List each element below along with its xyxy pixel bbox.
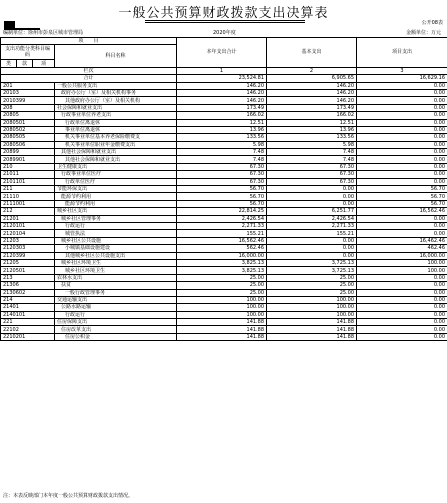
row-name: 行政运行 bbox=[55, 222, 177, 229]
row-basic: 173.49 bbox=[267, 104, 357, 111]
row-total: 67.30 bbox=[177, 178, 267, 185]
table-row bbox=[1, 304, 447, 311]
row-basic: 67.30 bbox=[267, 163, 357, 170]
row-project: 0.00 bbox=[357, 134, 447, 141]
row-name: 住房改革支出 bbox=[55, 326, 177, 333]
fiscal-year: 2020年度 bbox=[213, 30, 236, 36]
row-total: 67.30 bbox=[177, 171, 267, 178]
row-basic: 0.00 bbox=[267, 252, 357, 259]
table-row bbox=[1, 89, 447, 96]
row-code: 214 bbox=[1, 296, 55, 303]
row-name: 其他政府办公厅（室）及相关机构 bbox=[55, 97, 177, 104]
row-basic: 2,426.54 bbox=[267, 215, 357, 222]
row-total: 141.88 bbox=[177, 326, 267, 333]
row-project: 0.00 bbox=[357, 311, 447, 318]
row-total: 146.20 bbox=[177, 89, 267, 96]
title-underline-double bbox=[145, 22, 305, 23]
row-basic: 25.00 bbox=[267, 282, 357, 289]
row-total: 56.70 bbox=[177, 186, 267, 193]
table-row bbox=[1, 267, 447, 274]
row-project: 0.00 bbox=[357, 289, 447, 296]
row-project: 0.00 bbox=[357, 326, 447, 333]
row-basic: 141.88 bbox=[267, 319, 357, 326]
row-basic: 0.00 bbox=[267, 245, 357, 252]
row-project: 0.00 bbox=[357, 333, 447, 340]
row-basic: 141.88 bbox=[267, 326, 357, 333]
row-project: 0.00 bbox=[357, 171, 447, 178]
row-name: 事业单位离退休 bbox=[55, 126, 177, 133]
row-basic: 2,271.33 bbox=[267, 222, 357, 229]
table-row bbox=[1, 289, 447, 296]
table-row bbox=[1, 171, 447, 178]
row-code: 2080506 bbox=[1, 141, 55, 148]
row-name: 行政单位离退休 bbox=[55, 119, 177, 126]
black-marker-icon bbox=[4, 21, 15, 28]
header-subject-name: 科目名称 bbox=[55, 45, 177, 67]
row-total: 133.56 bbox=[177, 134, 267, 141]
total-label: 合计 bbox=[1, 75, 177, 82]
row-total: 13.96 bbox=[177, 126, 267, 133]
row-basic: 67.30 bbox=[267, 178, 357, 185]
row-code: 208 bbox=[1, 104, 55, 111]
row-project: 56.70 bbox=[357, 186, 447, 193]
row-project: 16,000.00 bbox=[357, 252, 447, 259]
row-code: 2120104 bbox=[1, 230, 55, 237]
header-func-code: 支出功能分类科目编码 bbox=[1, 45, 55, 60]
row-code: 2010399 bbox=[1, 97, 55, 104]
row-project: 0.00 bbox=[357, 82, 447, 89]
row-project: 0.00 bbox=[357, 274, 447, 281]
row-project: 462.46 bbox=[357, 245, 447, 252]
row-project: 0.00 bbox=[357, 163, 447, 170]
row-basic: 166.02 bbox=[267, 112, 357, 119]
table-row bbox=[1, 112, 447, 119]
row-code: 2210201 bbox=[1, 333, 55, 340]
row-name: 机关事业单位职业年金缴费支出 bbox=[55, 141, 177, 148]
row-basic: 25.00 bbox=[267, 274, 357, 281]
row-code: 21306 bbox=[1, 282, 55, 289]
header-col2: 2 bbox=[267, 67, 357, 74]
header-xiang: 项 bbox=[33, 60, 55, 67]
row-basic: 0.00 bbox=[267, 200, 357, 207]
table-row bbox=[1, 134, 447, 141]
row-name: 行政事业单位医疗 bbox=[55, 171, 177, 178]
row-name: 其他城乡社区公共设施支出 bbox=[55, 252, 177, 259]
row-code: 2120501 bbox=[1, 267, 55, 274]
expenditure-table bbox=[0, 37, 447, 341]
table-row bbox=[1, 141, 447, 148]
table-row bbox=[1, 296, 447, 303]
row-basic: 146.20 bbox=[267, 97, 357, 104]
row-total: 7.48 bbox=[177, 156, 267, 163]
row-code: 21401 bbox=[1, 304, 55, 311]
row-total: 25.00 bbox=[177, 282, 267, 289]
table-row bbox=[1, 82, 447, 89]
row-basic: 3,725.13 bbox=[267, 267, 357, 274]
header-col1: 1 bbox=[177, 67, 267, 74]
row-total: 22,814.25 bbox=[177, 208, 267, 215]
meta-row bbox=[0, 29, 447, 37]
table-row bbox=[1, 245, 447, 252]
row-total: 16,562.46 bbox=[177, 237, 267, 244]
row-name: 城管执法 bbox=[55, 230, 177, 237]
row-code: 2120303 bbox=[1, 245, 55, 252]
table-row bbox=[1, 97, 447, 104]
table-row bbox=[1, 274, 447, 281]
row-total: 2,271.33 bbox=[177, 222, 267, 229]
header-lei: 类 bbox=[1, 60, 17, 67]
table-row bbox=[1, 319, 447, 326]
row-basic: 100.00 bbox=[267, 296, 357, 303]
row-code: 211 bbox=[1, 186, 55, 193]
row-code: 20103 bbox=[1, 89, 55, 96]
row-code: 221 bbox=[1, 319, 55, 326]
table-row bbox=[1, 282, 447, 289]
row-basic: 141.88 bbox=[267, 333, 357, 340]
table-row bbox=[1, 326, 447, 333]
row-project: 0.00 bbox=[357, 178, 447, 185]
title-underline bbox=[145, 20, 305, 21]
row-project: 0.00 bbox=[357, 215, 447, 222]
row-code: 213 bbox=[1, 274, 55, 281]
row-project: 0.00 bbox=[357, 319, 447, 326]
row-name: 一般行政管理事务 bbox=[55, 289, 177, 296]
row-total: 100.00 bbox=[177, 304, 267, 311]
total-basic: 6,905.65 bbox=[267, 75, 357, 82]
row-total: 56.70 bbox=[177, 200, 267, 207]
row-code: 210 bbox=[1, 163, 55, 170]
row-code: 2120399 bbox=[1, 252, 55, 259]
row-code: 2080501 bbox=[1, 119, 55, 126]
row-basic: 67.30 bbox=[267, 171, 357, 178]
table-row bbox=[1, 163, 447, 170]
row-total: 67.30 bbox=[177, 163, 267, 170]
form-number: 公开08表 bbox=[421, 20, 443, 26]
row-basic: 133.56 bbox=[267, 134, 357, 141]
row-total: 166.02 bbox=[177, 112, 267, 119]
row-total: 3,825.13 bbox=[177, 259, 267, 266]
unit-info bbox=[3, 29, 83, 36]
row-name: 节能环保支出 bbox=[55, 186, 177, 193]
row-name: 城乡社区支出 bbox=[55, 208, 177, 215]
row-project: 0.00 bbox=[357, 89, 447, 96]
row-code: 21201 bbox=[1, 215, 55, 222]
header-item: 项 目 bbox=[1, 38, 177, 45]
row-code: 2080502 bbox=[1, 126, 55, 133]
row-basic: 100.00 bbox=[267, 304, 357, 311]
row-name: 政府办公厅（室）及相关机构事务 bbox=[55, 89, 177, 96]
header-lanci: 栏次 bbox=[1, 67, 177, 74]
unit-label: 编制单位： bbox=[3, 30, 29, 36]
row-project: 16,562.46 bbox=[357, 208, 447, 215]
row-code: 20899 bbox=[1, 149, 55, 156]
row-basic: 0.00 bbox=[267, 193, 357, 200]
row-project: 100.00 bbox=[357, 267, 447, 274]
row-basic: 3,725.13 bbox=[267, 259, 357, 266]
row-name: 公路水路运输 bbox=[55, 304, 177, 311]
row-name: 能源节约利用 bbox=[55, 200, 177, 207]
row-code: 201 bbox=[1, 82, 55, 89]
row-name: 一般公共服务支出 bbox=[55, 82, 177, 89]
row-project: 0.00 bbox=[357, 149, 447, 156]
row-name: 交通运输支出 bbox=[55, 296, 177, 303]
row-project: 0.00 bbox=[357, 156, 447, 163]
row-name: 行政事业单位养老支出 bbox=[55, 112, 177, 119]
table-row bbox=[1, 333, 447, 340]
row-project: 0.00 bbox=[357, 97, 447, 104]
row-code: 2120101 bbox=[1, 222, 55, 229]
row-basic: 25.00 bbox=[267, 289, 357, 296]
table-row bbox=[1, 149, 447, 156]
row-total: 155.21 bbox=[177, 230, 267, 237]
row-code: 20805 bbox=[1, 112, 55, 119]
row-code: 2089901 bbox=[1, 156, 55, 163]
row-name: 机关事业单位基本养老保险缴费支 bbox=[55, 134, 177, 141]
header-col3: 3 bbox=[357, 67, 447, 74]
table-row bbox=[1, 252, 447, 259]
row-project: 0.00 bbox=[357, 112, 447, 119]
table-row bbox=[1, 259, 447, 266]
row-total: 2,426.54 bbox=[177, 215, 267, 222]
table-row bbox=[1, 230, 447, 237]
table-row bbox=[1, 193, 447, 200]
row-basic: 13.96 bbox=[267, 126, 357, 133]
row-project: 0.00 bbox=[357, 230, 447, 237]
table-row bbox=[1, 237, 447, 244]
row-name: 社会保障和就业支出 bbox=[55, 104, 177, 111]
row-total: 7.48 bbox=[177, 149, 267, 156]
row-name: 卫生健康支出 bbox=[55, 163, 177, 170]
row-name: 农林水支出 bbox=[55, 274, 177, 281]
row-code: 2130602 bbox=[1, 289, 55, 296]
row-total: 100.00 bbox=[177, 311, 267, 318]
row-total: 146.20 bbox=[177, 82, 267, 89]
row-total: 173.49 bbox=[177, 104, 267, 111]
row-project: 0.00 bbox=[357, 141, 447, 148]
table-row bbox=[1, 156, 447, 163]
row-code: 2140101 bbox=[1, 311, 55, 318]
row-name: 城乡社区环境卫生 bbox=[55, 259, 177, 266]
row-total: 12.51 bbox=[177, 119, 267, 126]
row-basic: 7.48 bbox=[267, 156, 357, 163]
header-kuan: 款 bbox=[17, 60, 33, 67]
table-row bbox=[1, 208, 447, 215]
row-total: 56.70 bbox=[177, 193, 267, 200]
row-total: 25.00 bbox=[177, 274, 267, 281]
row-project: 0.00 bbox=[357, 222, 447, 229]
row-name: 其他社会保障和就业支出 bbox=[55, 149, 177, 156]
header-basic: 基本支出 bbox=[267, 38, 357, 68]
row-project: 56.70 bbox=[357, 193, 447, 200]
table-row bbox=[1, 200, 447, 207]
currency-unit: 金额单位：万元 bbox=[405, 30, 441, 36]
row-total: 562.46 bbox=[177, 245, 267, 252]
row-basic: 146.20 bbox=[267, 89, 357, 96]
header-project: 项目支出 bbox=[357, 38, 447, 68]
row-project: 0.00 bbox=[357, 126, 447, 133]
row-name: 小城镇基础设施建设 bbox=[55, 245, 177, 252]
row-project: 0.00 bbox=[357, 296, 447, 303]
row-total: 141.88 bbox=[177, 333, 267, 340]
row-project: 0.00 bbox=[357, 304, 447, 311]
table-row bbox=[1, 104, 447, 111]
row-basic: 0.00 bbox=[267, 237, 357, 244]
row-name: 住房公积金 bbox=[55, 333, 177, 340]
table-row bbox=[1, 215, 447, 222]
row-project: 100.00 bbox=[357, 259, 447, 266]
header-total: 本年支出合计 bbox=[177, 38, 267, 68]
table-row bbox=[1, 126, 447, 133]
row-project: 16,462.46 bbox=[357, 237, 447, 244]
row-total: 16,000.00 bbox=[177, 252, 267, 259]
row-total: 5.98 bbox=[177, 141, 267, 148]
row-name: 其他社会保障和就业支出 bbox=[55, 156, 177, 163]
row-code: 2080505 bbox=[1, 134, 55, 141]
row-basic: 7.48 bbox=[267, 149, 357, 156]
row-code: 212 bbox=[1, 208, 55, 215]
row-total: 100.00 bbox=[177, 296, 267, 303]
row-name: 行政单位医疗 bbox=[55, 178, 177, 185]
row-name: 行政运行 bbox=[55, 311, 177, 318]
row-basic: 155.21 bbox=[267, 230, 357, 237]
table-row bbox=[1, 222, 447, 229]
row-name: 城乡社区环境卫生 bbox=[55, 267, 177, 274]
row-total: 146.20 bbox=[177, 97, 267, 104]
row-total: 25.00 bbox=[177, 289, 267, 296]
total-row bbox=[1, 75, 447, 82]
table-row bbox=[1, 311, 447, 318]
total-project: 16,629.16 bbox=[357, 75, 447, 82]
total-total: 23,524.81 bbox=[177, 75, 267, 82]
row-name: 扶贫 bbox=[55, 282, 177, 289]
row-basic: 6,251.77 bbox=[267, 208, 357, 215]
row-basic: 0.00 bbox=[267, 186, 357, 193]
row-project: 56.70 bbox=[357, 200, 447, 207]
row-basic: 146.20 bbox=[267, 82, 357, 89]
unit-name: 徐州市彭泉区城市管理局 bbox=[28, 30, 84, 36]
row-project: 0.00 bbox=[357, 104, 447, 111]
row-code: 21011 bbox=[1, 171, 55, 178]
table-row bbox=[1, 119, 447, 126]
row-code: 21203 bbox=[1, 237, 55, 244]
row-code: 2111001 bbox=[1, 200, 55, 207]
row-code: 22102 bbox=[1, 326, 55, 333]
row-basic: 12.51 bbox=[267, 119, 357, 126]
row-basic: 100.00 bbox=[267, 311, 357, 318]
table-row bbox=[1, 186, 447, 193]
page-title: 一般公共预算财政拨款支出决算表 bbox=[118, 6, 329, 21]
row-basic: 5.98 bbox=[267, 141, 357, 148]
row-total: 3,825.13 bbox=[177, 267, 267, 274]
footnote: 注：本表反映部门本年度一般公共预算财政拨款支出情况。 bbox=[3, 493, 134, 499]
row-project: 0.00 bbox=[357, 119, 447, 126]
row-code: 21110 bbox=[1, 193, 55, 200]
row-name: 城乡社区公共设施 bbox=[55, 237, 177, 244]
row-project: 0.00 bbox=[357, 282, 447, 289]
row-name: 能源节约利用 bbox=[55, 193, 177, 200]
row-total: 141.88 bbox=[177, 319, 267, 326]
row-name: 住房保障支出 bbox=[55, 319, 177, 326]
row-code: 21205 bbox=[1, 259, 55, 266]
row-code: 2101101 bbox=[1, 178, 55, 185]
table-row bbox=[1, 178, 447, 185]
row-name: 城乡社区管理事务 bbox=[55, 215, 177, 222]
